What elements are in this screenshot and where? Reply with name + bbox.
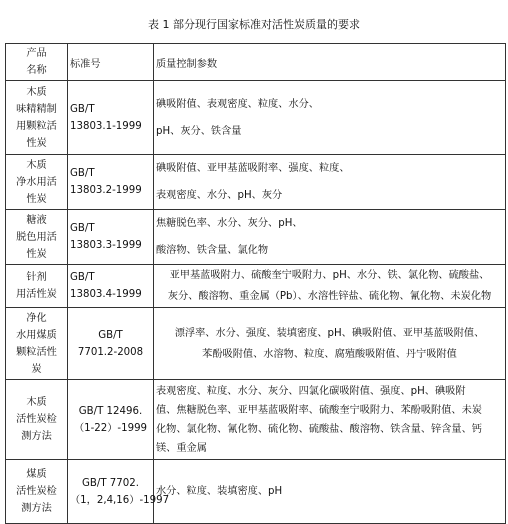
- quality-params-cell: [154, 460, 506, 524]
- quality-params-cell: [154, 81, 506, 155]
- product-name-line: 性炭: [26, 193, 47, 205]
- quality-params-cell: [154, 380, 506, 460]
- standard-number-cell: [68, 265, 154, 308]
- params-line: 酸溶物、铁含量、氯化物: [156, 245, 269, 256]
- standard-line: GB/T: [70, 168, 95, 179]
- quality-standards-table: [5, 43, 506, 524]
- product-name-line: 木质: [26, 86, 47, 98]
- product-name-line: 煤质: [26, 469, 47, 480]
- table-row: [6, 265, 506, 308]
- quality-params-cell: [154, 265, 506, 308]
- product-name-line: 测方法: [21, 503, 52, 514]
- quality-params-cell: [154, 210, 506, 265]
- product-name-line: 性炭: [26, 248, 47, 260]
- standard-number-cell: [68, 81, 154, 155]
- params-line: 值、焦糖脱色率、亚甲基蓝吸附率、硫酸奎宁吸附力、苯酚吸附值、未炭: [156, 404, 482, 416]
- standard-line: GB/T: [70, 272, 95, 283]
- params-line: 苯酚吸附值、水溶物、粒度、腐殖酸吸附值、丹宁吸附值: [202, 348, 457, 360]
- params-line: 焦糖脱色率、水分、灰分、pH、: [156, 218, 303, 229]
- product-name-cell: [6, 210, 68, 265]
- params-line: 碘吸附值、亚甲基蓝吸附率、强度、粒度、: [156, 163, 350, 174]
- standard-line: 13803.4-1999: [70, 289, 142, 300]
- params-line: 镁、重金属: [156, 442, 207, 454]
- product-name-line: 用颗粒活: [16, 120, 57, 132]
- table-row: [6, 460, 506, 524]
- params-line: 碘吸附值、表观密度、粒度、水分、: [156, 98, 319, 110]
- quality-params-cell: [154, 155, 506, 210]
- header-standard-number: 标准号: [68, 44, 154, 81]
- product-name-line: 活性炭检: [16, 486, 57, 497]
- standard-line: 7701.2-2008: [77, 346, 144, 358]
- params-line: 表观密度、水分、pH、灰分: [156, 190, 283, 201]
- params-line: 水分、粒度、装填密度、pH: [156, 486, 283, 497]
- standard-line: GB/T 12496.: [78, 405, 143, 417]
- standard-line: （1-22）-1999: [73, 422, 148, 434]
- product-name-cell: [6, 380, 68, 460]
- header-quality-params: 质量控制参数: [154, 44, 506, 81]
- product-name-cell: [6, 265, 68, 308]
- product-name-line: 用活性炭: [16, 289, 57, 300]
- standard-number-cell: [68, 155, 154, 210]
- standard-line: GB/T 7702.: [82, 477, 139, 489]
- params-line: 漂浮率、水分、强度、装填密度、pH、碘吸附值、亚甲基蓝吸附值、: [174, 327, 485, 339]
- table-row: [6, 308, 506, 380]
- params-line: pH、灰分、铁含量: [156, 125, 242, 137]
- quality-params-cell: [154, 308, 506, 380]
- product-name-line: 炭: [31, 363, 42, 375]
- product-name-line: 针剂: [26, 272, 47, 283]
- standard-number-cell: [68, 380, 154, 460]
- table-row: [6, 81, 506, 155]
- standard-line: 13803.1-1999: [70, 120, 142, 132]
- table-caption: 表 1 部分现行国家标准对活性炭质量的要求: [148, 18, 360, 31]
- standard-number-cell: [68, 210, 154, 265]
- params-line: 亚甲基蓝吸附力、硫酸奎宁吸附力、pH、水分、铁、氯化物、硫酸盐、: [169, 270, 490, 281]
- product-name-line: 木质: [26, 397, 47, 408]
- product-name-line: 脱色用活: [16, 231, 57, 243]
- product-name-line: 木质: [26, 159, 47, 171]
- standard-number-cell: [68, 460, 170, 524]
- standard-line: 13803.3-1999: [70, 240, 142, 251]
- header-product-name: [6, 44, 68, 81]
- table-row: [6, 155, 506, 210]
- product-name-line: 测方法: [21, 431, 52, 442]
- header-product-line1: 产品: [26, 48, 47, 59]
- product-name-cell: [6, 460, 68, 524]
- product-name-line: 糖液: [26, 214, 47, 226]
- standard-line: （1，2,4,16）-1997: [70, 494, 170, 506]
- standard-line: GB/T: [70, 223, 95, 234]
- product-name-line: 净水用活: [16, 176, 57, 188]
- product-name-line: 活性炭检: [16, 414, 57, 425]
- standard-number-cell: [68, 308, 154, 380]
- product-name-line: 净化: [26, 312, 47, 324]
- header-product-line2: 名称: [26, 65, 47, 76]
- standard-line: 13803.2-1999: [70, 185, 142, 196]
- params-line: 表观密度、粒度、水分、灰分、四氯化碳吸附值、强度、pH、碘吸附: [156, 385, 466, 397]
- standard-line: GB/T: [98, 329, 123, 341]
- table-row: [6, 210, 506, 265]
- product-name-line: 水用煤质: [16, 329, 57, 341]
- params-line: 灰分、酸溶物、重金属（Pb）、水溶性锌盐、硫化物、氰化物、未炭化物: [167, 291, 492, 302]
- product-name-cell: [6, 81, 68, 155]
- table-header-row: [6, 44, 506, 81]
- product-name-cell: [6, 155, 68, 210]
- params-line: 化物、氯化物、氰化物、硫化物、硫酸盐、酸溶物、铁含量、锌含量、钙: [156, 423, 482, 435]
- product-name-line: 颗粒活性: [16, 346, 57, 358]
- product-name-cell: [6, 308, 68, 380]
- product-name-line: 味精精制: [16, 103, 57, 115]
- product-name-line: 性炭: [26, 137, 47, 149]
- standard-line: GB/T: [70, 103, 95, 115]
- table-row: [6, 380, 506, 460]
